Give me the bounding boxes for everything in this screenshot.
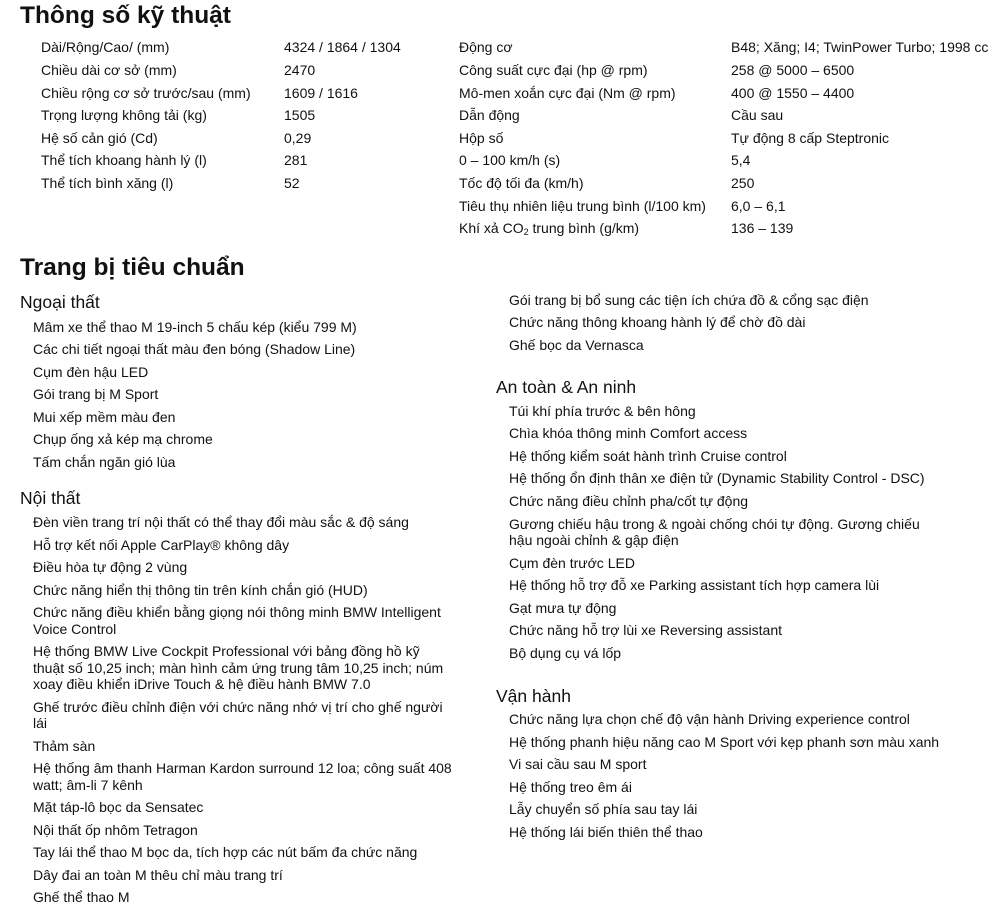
spec-label: Dài/Rộng/Cao/ (mm) — [41, 39, 170, 55]
category-exterior: Ngoại thất — [20, 292, 100, 312]
list-item: Hệ thống âm thanh Harman Kardon surround 12 loa; công suất 408 — [33, 760, 452, 776]
list-item: xoay điều khiển iDrive Touch & hệ điều hành BMW 7.0 — [33, 676, 371, 692]
spec-label: Chiều dài cơ sở (mm) — [41, 62, 177, 78]
spec-label: Hệ số cản gió (Cd) — [41, 130, 158, 146]
list-item: Đèn viền trang trí nội thất có thể thay đổi màu sắc & độ sáng — [33, 514, 409, 530]
list-item: Tấm chắn ngăn gió lùa — [33, 454, 176, 470]
list-item: Hệ thống lái biến thiên thể thao — [509, 824, 703, 840]
list-item: Mặt táp-lô bọc da Sensatec — [33, 799, 204, 815]
list-item: Tay lái thể thao M bọc da, tích hợp các nút bấm đa chức năng — [33, 844, 418, 860]
list-item: Điều hòa tự động 2 vùng — [33, 559, 188, 575]
spec-value: 52 — [284, 175, 300, 191]
spec-label — [459, 219, 639, 237]
list-item: Ghế thể thao M — [33, 889, 130, 905]
spec-value: 2470 — [284, 62, 316, 78]
list-item: Chức năng hiển thị thông tin trên kính chắn gió (HUD) — [33, 582, 368, 598]
spec-value: 258 @ 5000 – 6500 — [731, 62, 855, 78]
list-item: thuật số 10,25 inch; màn hình cảm ứng trung tâm 10,25 inch; núm — [33, 660, 444, 676]
list-item: Chức năng điều khiển bằng giọng nói thông minh BMW Intelligent — [33, 604, 441, 620]
list-item: lái — [33, 715, 48, 731]
list-item: Vi sai cầu sau M sport — [509, 756, 647, 772]
list-item: Chức năng hỗ trợ lùi xe Reversing assistant — [509, 622, 783, 638]
list-item: Các chi tiết ngoại thất màu đen bóng (Shadow Line) — [33, 341, 356, 357]
spec-label: Mô-men xoắn cực đại (Nm @ rpm) — [459, 85, 676, 101]
list-item: hậu ngoài chỉnh & gập điện — [509, 532, 679, 548]
spec-value: B48; Xăng; I4; TwinPower Turbo; 1998 cc — [731, 39, 989, 55]
spec-label: Trọng lượng không tải (kg) — [41, 107, 207, 123]
list-item: Bộ dụng cụ vá lốp — [509, 645, 622, 661]
spec-value: 136 – 139 — [731, 220, 794, 236]
list-item: Thảm sàn — [33, 738, 96, 754]
list-item: Chức năng thông khoang hành lý để chờ đồ dài — [509, 314, 806, 330]
list-item: Cụm đèn hậu LED — [33, 364, 149, 380]
spec-value: 281 — [284, 152, 308, 168]
spec-label: Thể tích bình xăng (l) — [41, 175, 174, 191]
specs-title: Thông số kỹ thuật — [20, 2, 231, 29]
spec-label: Động cơ — [459, 39, 513, 55]
spec-label: Công suất cực đại (hp @ rpm) — [459, 62, 648, 78]
spec-value: 1505 — [284, 107, 316, 123]
list-item: Dây đai an toàn M thêu chỉ màu trang trí — [33, 867, 283, 883]
list-item: Nội thất ốp nhôm Tetragon — [33, 822, 198, 838]
spec-value: Cầu sau — [731, 107, 784, 123]
spec-value: 1609 / 1616 — [284, 85, 358, 101]
spec-value: 400 @ 1550 – 4400 — [731, 85, 855, 101]
list-item: Ghế trước điều chỉnh điện với chức năng nhớ vị trí cho ghế người — [33, 699, 443, 715]
list-item: Hỗ trợ kết nối Apple CarPlay® không dây — [33, 537, 290, 553]
category-interior: Nội thất — [20, 488, 81, 508]
list-item: Chức năng điều chỉnh pha/cốt tự động — [509, 493, 749, 509]
spec-label: Tiêu thụ nhiên liệu trung bình (l/100 km) — [459, 198, 706, 214]
list-item: Chìa khóa thông minh Comfort access — [509, 425, 748, 441]
spec-label: Hộp số — [459, 130, 504, 146]
spec-label: Chiều rộng cơ sở trước/sau (mm) — [41, 85, 251, 101]
spec-value: 0,29 — [284, 130, 312, 146]
list-item: Lẫy chuyển số phía sau tay lái — [509, 801, 698, 817]
list-item: Hệ thống BMW Live Cockpit Professional với bảng đồng hồ kỹ — [33, 643, 420, 659]
list-item: Mâm xe thể thao M 19-inch 5 chấu kép (kiểu 799 M) — [33, 319, 357, 335]
list-item: Chức năng lựa chọn chế độ vận hành Driving experience control — [509, 711, 910, 727]
list-item: Mui xếp mềm màu đen — [33, 409, 176, 425]
spec-label: Thể tích khoang hành lý (l) — [41, 152, 207, 168]
spec-value: 4324 / 1864 / 1304 — [284, 39, 401, 55]
spec-label: Tốc độ tối đa (km/h) — [459, 175, 584, 191]
category-operation: Vận hành — [496, 686, 571, 706]
co2-suffix: trung bình (g/km) — [528, 220, 640, 236]
spec-value: 6,0 – 6,1 — [731, 198, 786, 214]
list-item: Hệ thống phanh hiệu năng cao M Sport với kẹp phanh sơn màu xanh — [509, 734, 940, 750]
co2-prefix: Khí xả CO — [459, 220, 524, 236]
list-item: Hệ thống kiểm soát hành trình Cruise control — [509, 448, 787, 464]
list-item: Gói trang bị M Sport — [33, 386, 159, 402]
list-item: Ghế bọc da Vernasca — [509, 337, 644, 353]
spec-value: 250 — [731, 175, 755, 191]
list-item: Chụp ống xả kép mạ chrome — [33, 431, 213, 447]
list-item: Túi khí phía trước & bên hông — [509, 403, 696, 419]
list-item: watt; âm-li 7 kênh — [33, 777, 143, 793]
category-safety: An toàn & An ninh — [496, 377, 637, 397]
standard-equipment-title: Trang bị tiêu chuẩn — [20, 254, 245, 281]
co2-subscript: 2 — [523, 227, 529, 237]
spec-label: Dẫn động — [459, 107, 520, 123]
list-item: Voice Control — [33, 621, 117, 637]
list-item: Gạt mưa tự động — [509, 600, 617, 616]
spec-value: 5,4 — [731, 152, 751, 168]
list-item: Hệ thống hỗ trợ đỗ xe Parking assistant tích hợp camera lùi — [509, 577, 880, 593]
spec-label: 0 – 100 km/h (s) — [459, 152, 561, 168]
list-item: Hệ thống ổn định thân xe điện tử (Dynamic Stability Control - DSC) — [509, 470, 925, 486]
list-item: Gói trang bị bổ sung các tiện ích chứa đồ & cổng sạc điện — [509, 292, 869, 308]
spec-value: Tự động 8 cấp Steptronic — [731, 130, 890, 146]
list-item: Cụm đèn trước LED — [509, 555, 635, 571]
list-item: Gương chiếu hậu trong & ngoài chống chói tự động. Gương chiếu — [509, 516, 920, 532]
list-item: Hệ thống treo êm ái — [509, 779, 632, 795]
